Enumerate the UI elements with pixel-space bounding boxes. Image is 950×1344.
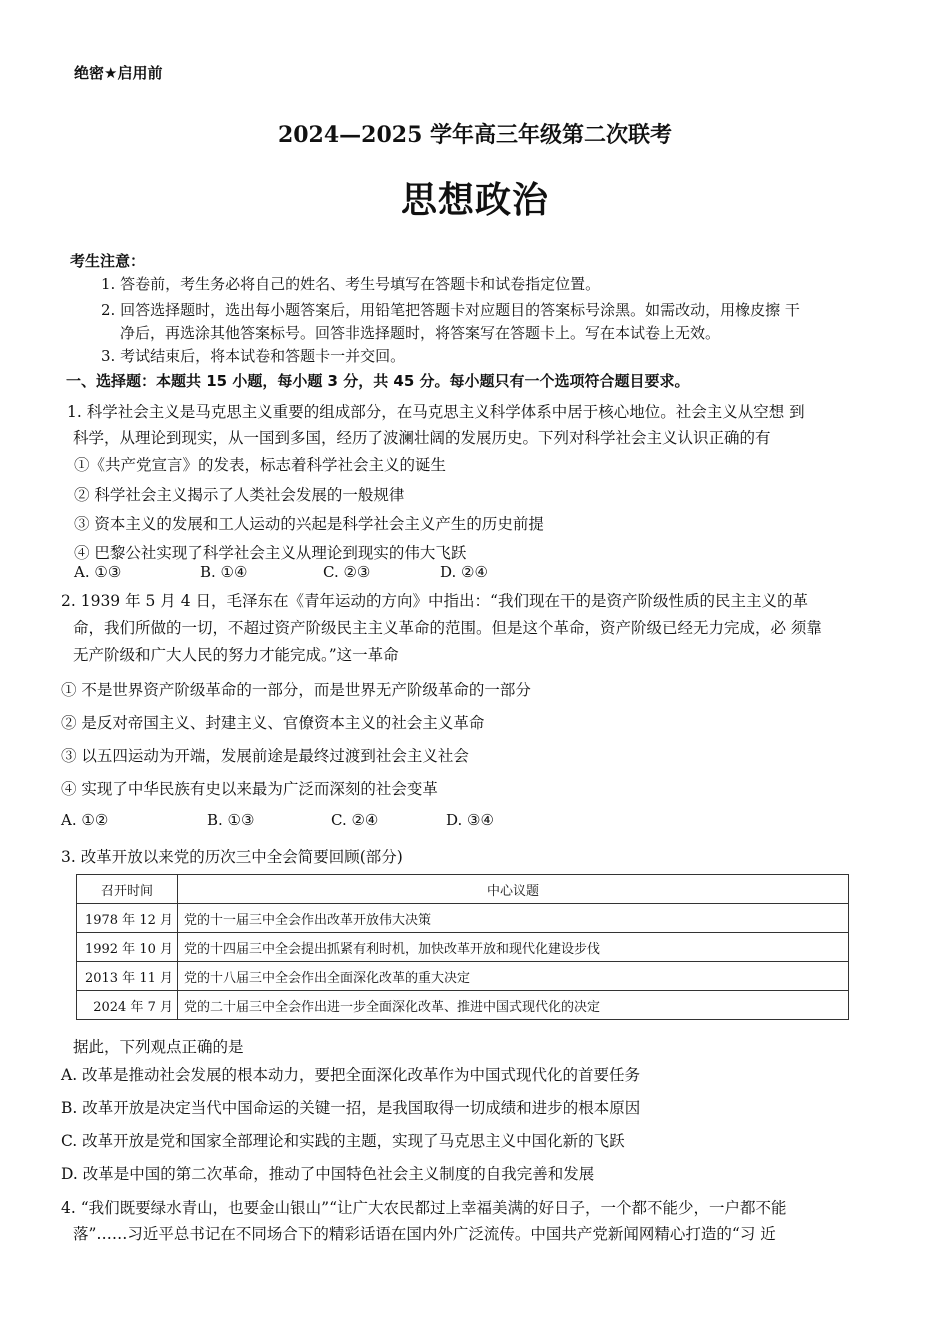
q2-option: ② 是反对帝国主义、封建主义、官僚资本主义的社会主义革命 xyxy=(61,714,485,732)
q3-prompt: 据此，下列观点正确的是 xyxy=(73,1038,244,1056)
q2-choice-a: A. ①② xyxy=(61,811,109,829)
q1-option: ③ 资本主义的发展和工人运动的兴起是科学社会主义产生的历史前提 xyxy=(74,515,544,533)
q2-stem-line: 2. 1939 年 5 月 4 日，毛泽东在《青年运动的方向》中指出：“我们现在干的是资产阶级性质的民主主义的革 xyxy=(61,592,808,610)
table-cell-date: 2013 年 11 月 xyxy=(77,962,178,991)
q1-choice-a: A. ①③ xyxy=(74,563,122,581)
q3-choice-b: B. 改革开放是决定当代中国命运的关键一招，是我国取得一切成绩和进步的根本原因 xyxy=(61,1099,641,1117)
q1-choice-b: B. ①④ xyxy=(200,563,248,581)
table-cell-topic: 党的十八届三中全会作出全面深化改革的重大决定 xyxy=(178,962,849,991)
q1-option: ①《共产党宣言》的发表，标志着科学社会主义的诞生 xyxy=(74,456,447,474)
q2-choice-b: B. ①③ xyxy=(207,811,255,829)
q4-stem-line: 落”……习近平总书记在不同场合下的精彩话语在国内外广泛流传。中国共产党新闻网精心打造的“习 近 xyxy=(73,1225,776,1243)
q2-choice-c: C. ②④ xyxy=(331,811,379,829)
q1-stem-line: 1. 科学社会主义是马克思主义重要的组成部分，在马克思主义科学体系中居于核心地位。社会主义从空想 到 xyxy=(67,403,805,421)
table-cell-topic: 党的十四届三中全会提出抓紧有利时机，加快改革开放和现代化建设步伐 xyxy=(178,933,849,962)
q3-table xyxy=(76,874,849,1020)
q3-choice-d: D. 改革是中国的第二次革命，推动了中国特色社会主义制度的自我完善和发展 xyxy=(61,1165,595,1183)
table-cell-date: 2024 年 7 月 xyxy=(77,991,178,1020)
q1-stem-line: 科学，从理论到现实，从一国到多国，经历了波澜壮阔的发展历史。下列对科学社会主义认识正确的有 xyxy=(73,429,771,447)
notice-item: 2. 回答选择题时，选出每小题答案后，用铅笔把答题卡对应题目的答案标号涂黑。如需改动，用橡皮擦 干 xyxy=(101,301,800,319)
notice-heading: 考生注意： xyxy=(70,252,146,270)
q1-choice-c: C. ②③ xyxy=(323,563,371,581)
table-cell-date: 1978 年 12 月 xyxy=(77,904,178,933)
q4-stem-line: 4. “我们既要绿水青山，也要金山银山”“让广大农民都过上幸福美满的好日子，一个都不能少，一户都不能 xyxy=(61,1199,787,1217)
q2-choice-d: D. ③④ xyxy=(446,811,494,829)
q1-choice-d: D. ②④ xyxy=(440,563,488,581)
table-cell-topic: 党的十一届三中全会作出改革开放伟大决策 xyxy=(178,904,849,933)
q3-stem: 3. 改革开放以来党的历次三中全会简要回顾(部分) xyxy=(61,848,403,866)
table-header-row xyxy=(77,875,849,904)
q2-option: ③ 以五四运动为开端，发展前途是最终过渡到社会主义社会 xyxy=(61,747,469,765)
q3-choice-c: C. 改革开放是党和国家全部理论和实践的主题，实现了马克思主义中国化新的飞跃 xyxy=(61,1132,625,1150)
q2-option: ④ 实现了中华民族有史以来最为广泛而深刻的社会变革 xyxy=(61,780,438,798)
q3-choice-a: A. 改革是推动社会发展的根本动力，要把全面深化改革作为中国式现代化的首要任务 xyxy=(61,1066,641,1084)
subject-title: 思想政治 xyxy=(400,179,549,221)
table-header-cell: 中心议题 xyxy=(178,875,849,904)
q1-option: ④ 巴黎公社实现了科学社会主义从理论到现实的伟大飞跃 xyxy=(74,544,467,562)
table-cell-date: 1992 年 10 月 xyxy=(77,933,178,962)
section-heading: 一、选择题：本题共 15 小题，每小题 3 分，共 45 分。每小题只有一个选项符合题目要求。 xyxy=(66,372,690,390)
notice-item: 3. 考试结束后，将本试卷和答题卡一并交回。 xyxy=(101,347,406,365)
notice-item: 1. 答卷前，考生务必将自己的姓名、考生号填写在答题卡和试卷指定位置。 xyxy=(101,275,601,293)
q2-stem-line: 无产阶级和广大人民的努力才能完成。”这一革命 xyxy=(73,646,399,664)
confidential-label: 绝密★启用前 xyxy=(74,64,163,82)
q1-option: ② 科学社会主义揭示了人类社会发展的一般规律 xyxy=(74,486,405,504)
table-header-cell: 召开时间 xyxy=(77,875,178,904)
notice-item: 净后，再选涂其他答案标号。回答非选择题时，将答案写在答题卡上。写在本试卷上无效。 xyxy=(120,324,721,342)
table-row xyxy=(77,904,849,933)
exam-title: 2024—2025 学年高三年级第二次联考 xyxy=(277,122,673,148)
table-row xyxy=(77,962,849,991)
q2-option: ① 不是世界资产阶级革命的一部分，而是世界无产阶级革命的一部分 xyxy=(61,681,531,699)
table-row xyxy=(77,933,849,962)
q2-stem-line: 命，我们所做的一切，不超过资产阶级民主主义革命的范围。但是这个革命，资产阶级已经无力完成，必 须靠 xyxy=(73,619,822,637)
table-row xyxy=(77,991,849,1020)
table-cell-topic: 党的二十届三中全会作出进一步全面深化改革、推进中国式现代化的决定 xyxy=(178,991,849,1020)
